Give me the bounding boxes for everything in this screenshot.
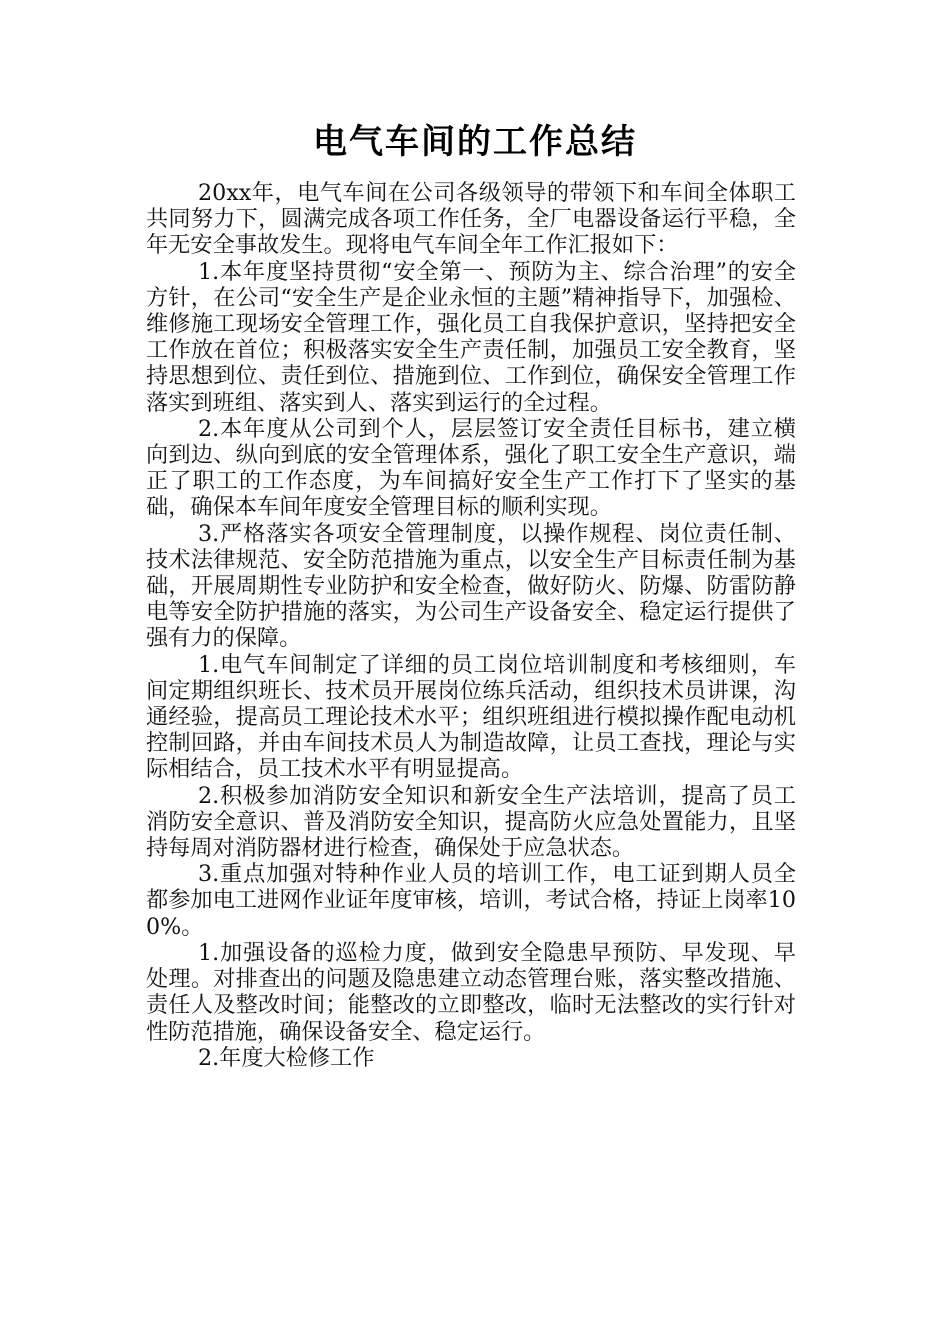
equipment-item-1-paragraph: 1.加强设备的巡检力度，做到安全隐患早预防、早发现、早处理。对排查出的问题及隐患建立动态管理台账，落实整改措施、责任人及整改时间；能整改的立即整改，临时无法整改的实行针对性防范措施，确保设备安全、稳定运行。 (146, 939, 796, 1045)
safety-item-3-paragraph: 3.严格落实各项安全管理制度，以操作规程、岗位责任制、技术法律规范、安全防范措施为重点，以安全生产目标责任制为基础，开展周期性专业防护和安全检查，做好防火、防爆、防雷防静电等安全防护措施的落实，为公司生产设备安全、稳定运行提供了强有力的保障。 (146, 520, 796, 652)
document-body (146, 180, 796, 1071)
training-item-3-paragraph: 3.重点加强对特种作业人员的培训工作，电工证到期人员全都参加电工进网作业证年度审核，培训，考试合格，持证上岗率100%。 (146, 861, 796, 940)
intro-paragraph: 20xx年，电气车间在公司各级领导的带领下和车间全体职工共同努力下，圆满完成各项工作任务，全厂电器设备运行平稳，全年无安全事故发生。现将电气车间全年工作汇报如下： (146, 180, 796, 259)
safety-item-1-paragraph: 1.本年度坚持贯彻“安全第一、预防为主、综合治理”的安全方针，在公司“安全生产是企业永恒的主题”精神指导下，加强检、维修施工现场安全管理工作，强化员工自我保护意识，坚持把安全工作放在首位；积极落实安全生产责任制，加强员工安全教育，坚持思想到位、责任到位、措施到位、工作到位，确保安全管理工作落实到班组、落实到人、落实到运行的全过程。 (146, 258, 796, 416)
training-item-1-paragraph: 1.电气车间制定了详细的员工岗位培训制度和考核细则，车间定期组织班长、技术员开展岗位练兵活动，组织技术员讲课，沟通经验，提高员工理论技术水平；组织班组进行模拟操作配电动机控制回路，并由车间技术员人为制造故障，让员工查找，理论与实际相结合，员工技术水平有明显提高。 (146, 651, 796, 783)
safety-item-2-paragraph: 2.本年度从公司到个人，层层签订安全责任目标书，建立横向到边、纵向到底的安全管理体系，强化了职工安全生产意识，端正了职工的工作态度，为车间搞好安全生产工作打下了坚实的基础，确保本车间年度安全管理目标的顺利实现。 (146, 415, 796, 521)
equipment-item-2-paragraph: 2.年度大检修工作 (198, 1044, 375, 1071)
training-item-2-paragraph: 2.积极参加消防安全知识和新安全生产法培训，提高了员工消防安全意识、普及消防安全知识，提高防火应急处置能力，且坚持每周对消防器材进行检查，确保处于应急状态。 (146, 782, 796, 862)
document-title: 电气车间的工作总结 (313, 122, 637, 162)
